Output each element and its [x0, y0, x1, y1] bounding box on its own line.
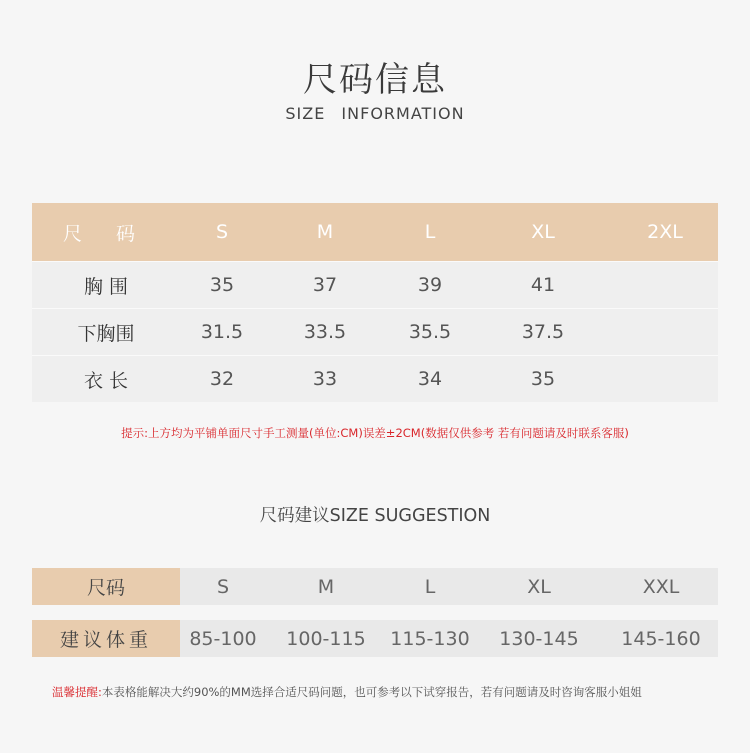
table-cell: 35.5	[408, 321, 452, 343]
header-cell: M	[316, 221, 334, 243]
table-cell: 34	[417, 368, 443, 390]
warm-tip	[52, 684, 642, 700]
table-cell: 145-160	[621, 627, 701, 650]
page-subtitle: SIZE INFORMATION	[285, 104, 465, 123]
row-label: 建议体重	[32, 620, 180, 657]
page-title: 尺码信息	[303, 60, 447, 100]
table-cell: 85-100	[189, 627, 257, 650]
tip-text: 本表格能解决大约90%的MM选择合适尺码问题，也可参考以下试穿报告，若有问题请及时咨询客服小姐姐	[101, 685, 642, 699]
suggestion-header-row	[32, 568, 718, 605]
suggestion-weight-row	[32, 620, 718, 657]
table-row	[32, 261, 718, 308]
row-label: 下胸围	[77, 322, 135, 345]
table-row	[32, 355, 718, 402]
header-cell: XL	[527, 575, 551, 598]
table-cell: 41	[530, 274, 556, 296]
table-cell: 115-130	[390, 627, 470, 650]
table-cell: 39	[417, 274, 443, 296]
suggestion-title: 尺码建议SIZE SUGGESTION	[259, 506, 491, 526]
header-cell: XL	[531, 221, 555, 243]
table-cell: 31.5	[200, 321, 244, 343]
measurement-note: 提示:上方均为平铺单面尺寸手工测量(单位:CM)误差±2CM(数据仅供参考 若有问题请及时联系客服)	[121, 426, 629, 440]
table-cell: 33.5	[303, 321, 347, 343]
header-cell: S	[216, 575, 230, 598]
header-cell: S	[215, 221, 229, 243]
row-label: 衣 长	[83, 369, 129, 392]
row-label: 尺码	[32, 568, 180, 605]
header-cell: M	[317, 575, 335, 598]
table-header-row	[32, 203, 718, 261]
tip-label: 温馨提醒:	[52, 685, 102, 699]
header-cell: XXL	[642, 575, 680, 598]
table-cell: 35	[530, 368, 556, 390]
table-cell: 130-145	[499, 627, 579, 650]
header-cell: 尺 码	[62, 222, 150, 245]
header-cell: L	[424, 575, 436, 598]
table-cell: 35	[209, 274, 235, 296]
row-label: 胸 围	[83, 275, 129, 298]
table-cell: 33	[312, 368, 338, 390]
table-row	[32, 308, 718, 355]
table-cell: 32	[209, 368, 235, 390]
table-cell: 37.5	[521, 321, 565, 343]
table-cell: 100-115	[286, 627, 366, 650]
header-cell: L	[424, 221, 436, 243]
size-information-table	[32, 203, 718, 402]
header-cell: 2XL	[647, 221, 683, 243]
table-cell: 37	[312, 274, 338, 296]
